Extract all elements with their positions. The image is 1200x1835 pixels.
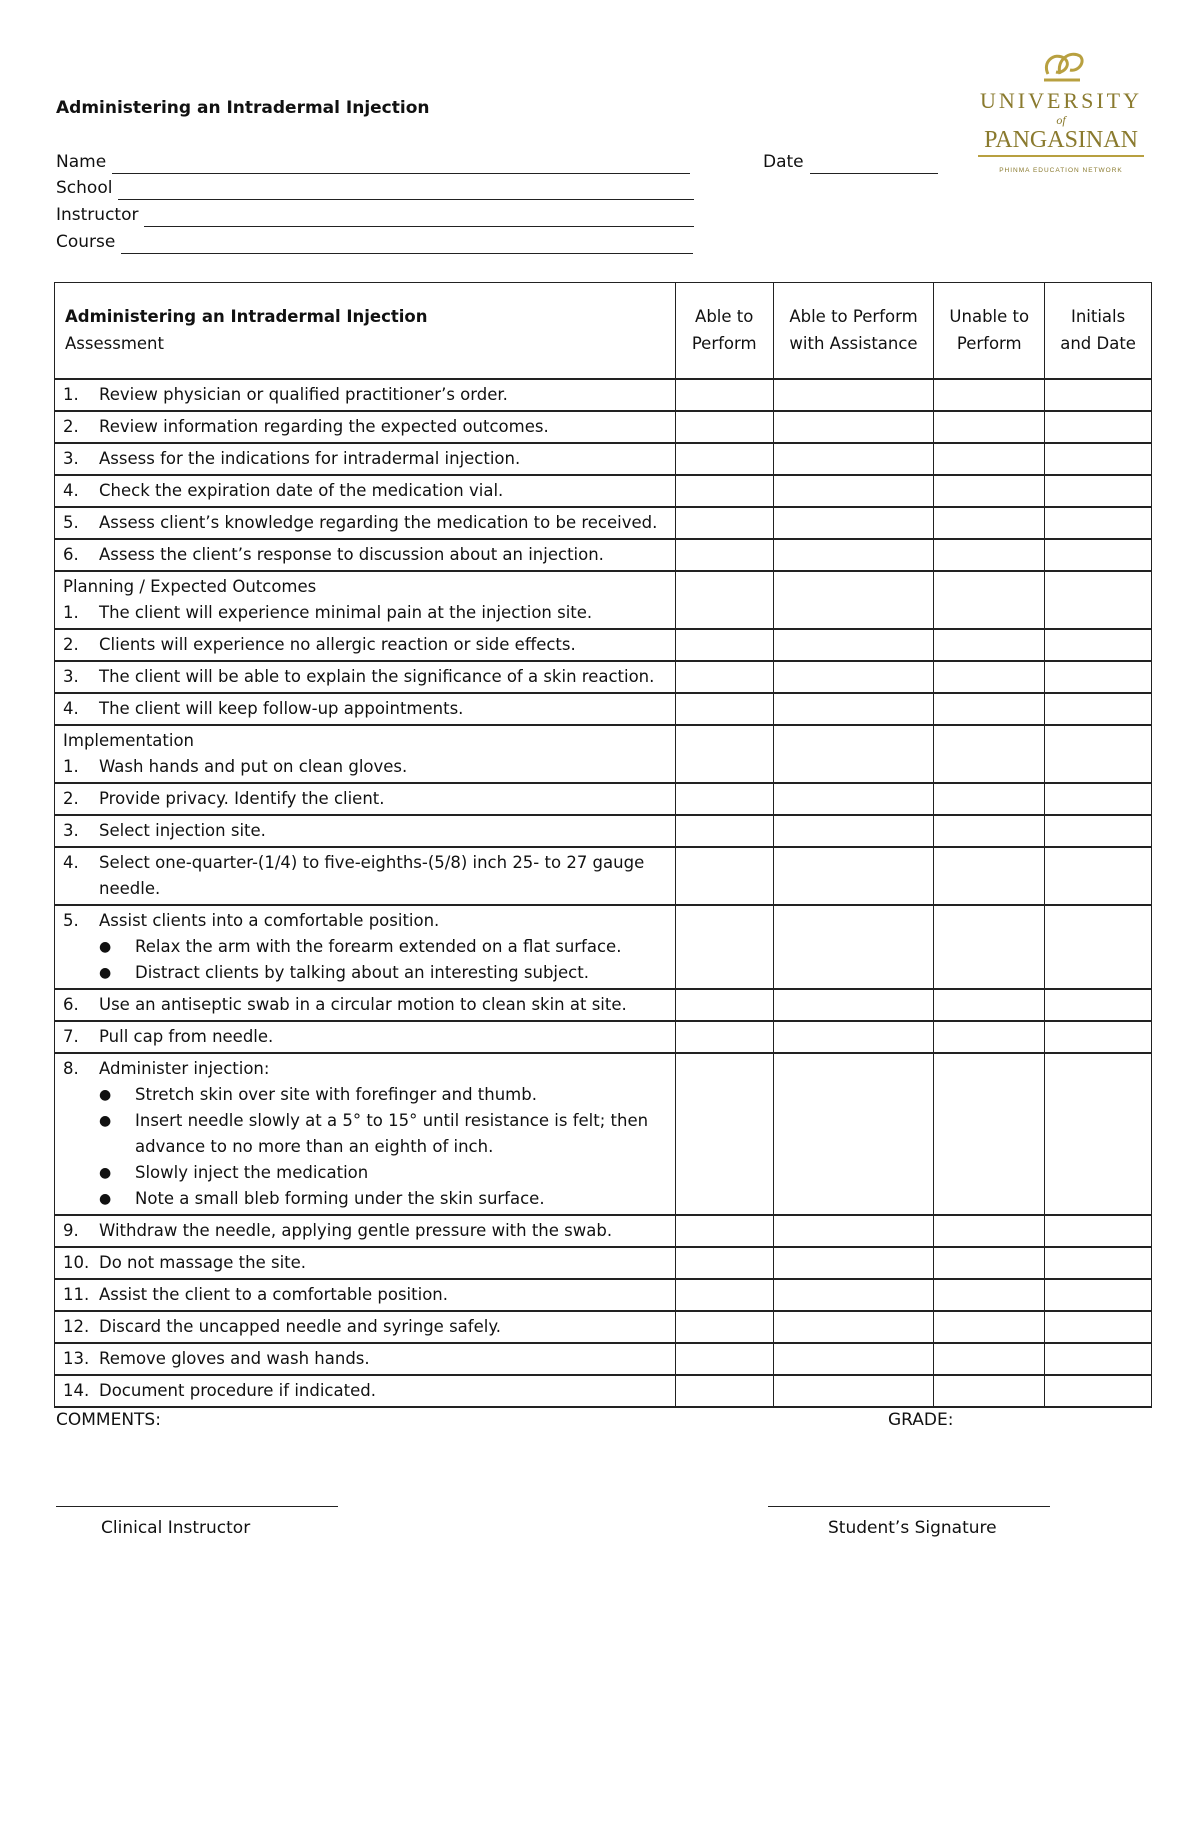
skills-checklist-table — [54, 282, 1152, 1408]
table-row — [55, 815, 1152, 847]
item-number: 10. — [63, 1252, 90, 1272]
item-text: Withdraw the needle, applying gentle pressure with the swab. — [99, 1220, 613, 1240]
item-text: Check the expiration date of the medication vial. — [99, 480, 504, 500]
item-number: 3. — [63, 820, 79, 840]
initials-cell[interactable] — [1045, 905, 1152, 989]
check-cell[interactable] — [675, 539, 773, 571]
item-text: Select injection site. — [99, 820, 266, 840]
check-cell[interactable] — [773, 1279, 934, 1311]
name-field[interactable] — [56, 150, 690, 174]
check-cell[interactable] — [934, 725, 1045, 783]
initials-cell[interactable] — [1045, 1375, 1152, 1407]
table-row — [55, 475, 1152, 507]
item-text: The client will experience minimal pain at the injection site. — [99, 602, 593, 622]
bullet-icon: ● — [99, 938, 112, 955]
item-text: Review physician or qualified practitioner’s order. — [99, 384, 508, 404]
check-cell[interactable] — [773, 539, 934, 571]
check-cell[interactable] — [675, 1247, 773, 1279]
logo-tagline: PHINMA EDUCATION NETWORK — [999, 167, 1123, 174]
item-number: 1. — [63, 602, 79, 622]
col-unable-to-perform: Unable to Perform — [934, 283, 1045, 379]
item-number: 1. — [63, 384, 79, 404]
check-cell[interactable] — [934, 1343, 1045, 1375]
check-cell[interactable] — [934, 539, 1045, 571]
item-number: 12. — [63, 1316, 90, 1336]
table-row — [55, 1279, 1152, 1311]
instructor-signature-label: Clinical Instructor — [101, 1518, 251, 1538]
bullet-icon: ● — [99, 1112, 112, 1129]
table-row — [55, 1053, 1152, 1215]
crest-icon — [1044, 54, 1082, 80]
item-number: 3. — [63, 448, 79, 468]
check-cell[interactable] — [675, 379, 773, 411]
name-input-line[interactable] — [112, 155, 690, 174]
item-number: 2. — [63, 416, 79, 436]
bullet-icon: ● — [99, 1190, 112, 1207]
instructor-field[interactable] — [56, 203, 694, 227]
initials-cell[interactable] — [1045, 629, 1152, 661]
check-cell[interactable] — [934, 411, 1045, 443]
check-cell[interactable] — [934, 1021, 1045, 1053]
check-cell[interactable] — [675, 783, 773, 815]
table-row — [55, 725, 1152, 783]
item-number: 4. — [63, 698, 79, 718]
check-cell[interactable] — [773, 815, 934, 847]
check-cell[interactable] — [675, 1053, 773, 1215]
check-cell[interactable] — [773, 411, 934, 443]
check-cell[interactable] — [934, 475, 1045, 507]
item-text: Wash hands and put on clean gloves. — [99, 756, 408, 776]
sub-bullet: ● Distract clients by talking about an interesting subject. — [63, 960, 667, 986]
bullet-icon: ● — [99, 1164, 112, 1181]
check-cell[interactable] — [675, 989, 773, 1021]
item-text: Review information regarding the expected outcomes. — [99, 416, 549, 436]
school-field[interactable] — [56, 176, 694, 200]
check-cell[interactable] — [675, 661, 773, 693]
school-label: School — [56, 178, 113, 198]
item-text: Assist clients into a comfortable position. — [99, 910, 440, 930]
table-row — [55, 1021, 1152, 1053]
check-cell[interactable] — [675, 693, 773, 725]
course-label: Course — [56, 232, 116, 252]
check-cell[interactable] — [773, 725, 934, 783]
check-cell[interactable] — [934, 443, 1045, 475]
item-text: Pull cap from needle. — [99, 1026, 274, 1046]
check-cell[interactable] — [675, 847, 773, 905]
check-cell[interactable] — [675, 629, 773, 661]
check-cell[interactable] — [675, 815, 773, 847]
item-text: Assess for the indications for intradermal injection. — [99, 448, 521, 468]
item-text: Use an antiseptic swab in a circular motion to clean skin at site. — [99, 994, 627, 1014]
table-row — [55, 507, 1152, 539]
item-text: Provide privacy. Identify the client. — [99, 788, 385, 808]
item-number: 6. — [63, 544, 79, 564]
item-number: 8. — [63, 1058, 79, 1078]
name-label: Name — [56, 152, 107, 172]
initials-cell[interactable] — [1045, 693, 1152, 725]
check-cell[interactable] — [934, 989, 1045, 1021]
check-cell[interactable] — [934, 1053, 1045, 1215]
check-cell[interactable] — [675, 725, 773, 783]
check-cell[interactable] — [773, 571, 934, 629]
check-cell[interactable] — [934, 815, 1045, 847]
item-number: 5. — [63, 910, 79, 930]
table-row — [55, 989, 1152, 1021]
item-number: 2. — [63, 788, 79, 808]
grade-label: GRADE: — [888, 1410, 954, 1430]
bullet-icon: ● — [99, 1086, 112, 1103]
initials-cell[interactable] — [1045, 1021, 1152, 1053]
table-header-row — [55, 283, 1152, 379]
col-able-to-perform: Able to Perform — [675, 283, 773, 379]
check-cell[interactable] — [934, 629, 1045, 661]
table-row — [55, 1215, 1152, 1247]
table-row — [55, 661, 1152, 693]
table-row — [55, 693, 1152, 725]
instructor-input-line[interactable] — [144, 208, 694, 227]
item-number: 4. — [63, 480, 79, 500]
sub-bullet: ● Stretch skin over site with forefinger and thumb. — [63, 1082, 667, 1108]
check-cell[interactable] — [773, 1021, 934, 1053]
check-cell[interactable] — [773, 1053, 934, 1215]
logo-line2: of — [1056, 113, 1066, 127]
student-signature-line[interactable] — [768, 1506, 1050, 1507]
item-number: 9. — [63, 1220, 79, 1240]
course-field[interactable] — [56, 230, 693, 254]
check-cell[interactable] — [675, 475, 773, 507]
initials-cell[interactable] — [1045, 1215, 1152, 1247]
table-row — [55, 411, 1152, 443]
item-text: Assess the client’s response to discussion about an injection. — [99, 544, 604, 564]
check-cell[interactable] — [934, 1247, 1045, 1279]
check-cell[interactable] — [773, 693, 934, 725]
item-text: Administer injection: — [99, 1058, 270, 1078]
check-cell[interactable] — [773, 1247, 934, 1279]
initials-cell[interactable] — [1045, 989, 1152, 1021]
check-cell[interactable] — [675, 1215, 773, 1247]
course-input-line[interactable] — [121, 235, 693, 254]
check-cell[interactable] — [934, 571, 1045, 629]
date-input-line[interactable] — [810, 155, 938, 174]
item-number: 3. — [63, 666, 79, 686]
check-cell[interactable] — [773, 475, 934, 507]
table-procedure-title: Administering an Intradermal Injection — [65, 307, 428, 327]
item-number: 13. — [63, 1348, 90, 1368]
bullet-icon: ● — [99, 964, 112, 981]
check-cell[interactable] — [934, 1311, 1045, 1343]
initials-cell[interactable] — [1045, 379, 1152, 411]
initials-cell[interactable] — [1045, 1311, 1152, 1343]
check-cell[interactable] — [934, 783, 1045, 815]
check-cell[interactable] — [773, 1343, 934, 1375]
check-cell[interactable] — [773, 1215, 934, 1247]
check-cell[interactable] — [773, 783, 934, 815]
initials-cell[interactable] — [1045, 783, 1152, 815]
initials-cell[interactable] — [1045, 1343, 1152, 1375]
check-cell[interactable] — [675, 443, 773, 475]
initials-cell[interactable] — [1045, 507, 1152, 539]
item-text: Select one-quarter-(1/4) to five-eighths-(5/8) inch 25- to 27 gauge needle. — [99, 852, 645, 898]
header-procedure-cell — [55, 283, 676, 379]
item-text: Clients will experience no allergic reaction or side effects. — [99, 634, 576, 654]
table-row — [55, 443, 1152, 475]
col-initials-and-date: Initials and Date — [1045, 283, 1152, 379]
check-cell[interactable] — [773, 905, 934, 989]
check-cell[interactable] — [934, 661, 1045, 693]
sub-bullet: ● Relax the arm with the forearm extended on a flat surface. — [63, 934, 667, 960]
initials-cell[interactable] — [1045, 1247, 1152, 1279]
item-number: 11. — [63, 1284, 90, 1304]
instructor-signature-line[interactable] — [56, 1506, 338, 1507]
check-cell[interactable] — [675, 1375, 773, 1407]
item-text: Assist the client to a comfortable position. — [99, 1284, 448, 1304]
initials-cell[interactable] — [1045, 847, 1152, 905]
check-cell[interactable] — [675, 1343, 773, 1375]
initials-cell[interactable] — [1045, 411, 1152, 443]
instructor-label: Instructor — [56, 205, 139, 225]
initials-cell[interactable] — [1045, 725, 1152, 783]
sub-bullet: ● Slowly inject the medication — [63, 1160, 667, 1186]
initials-cell[interactable] — [1045, 1279, 1152, 1311]
item-text: Document procedure if indicated. — [99, 1380, 376, 1400]
check-cell[interactable] — [934, 1279, 1045, 1311]
table-row — [55, 379, 1152, 411]
check-cell[interactable] — [675, 1279, 773, 1311]
date-field[interactable] — [763, 150, 938, 174]
check-cell[interactable] — [934, 847, 1045, 905]
school-input-line[interactable] — [118, 181, 694, 200]
logo-line1: UNIVERSITY — [980, 88, 1142, 113]
initials-cell[interactable] — [1045, 815, 1152, 847]
check-cell[interactable] — [934, 693, 1045, 725]
item-number: 7. — [63, 1026, 79, 1046]
comments-label: COMMENTS: — [56, 1410, 161, 1430]
initials-cell[interactable] — [1045, 571, 1152, 629]
initials-cell[interactable] — [1045, 443, 1152, 475]
item-number: 4. — [63, 852, 79, 872]
logo-line3: PANGASINAN — [984, 127, 1138, 153]
check-cell[interactable] — [773, 847, 934, 905]
check-cell[interactable] — [675, 507, 773, 539]
table-row — [55, 1343, 1152, 1375]
col-able-with-assistance: Able to Perform with Assistance — [773, 283, 934, 379]
table-row — [55, 571, 1152, 629]
item-number: 14. — [63, 1380, 90, 1400]
initials-cell[interactable] — [1045, 661, 1152, 693]
table-row — [55, 847, 1152, 905]
item-number: 2. — [63, 634, 79, 654]
table-row — [55, 1375, 1152, 1407]
item-text: Discard the uncapped needle and syringe safely. — [99, 1316, 501, 1336]
check-cell[interactable] — [773, 443, 934, 475]
check-cell[interactable] — [773, 379, 934, 411]
check-cell[interactable] — [934, 1215, 1045, 1247]
table-row — [55, 539, 1152, 571]
sub-bullet: ● Insert needle slowly at a 5° to 15° until resistance is felt; then advance to no more than an eighth of inch. — [63, 1108, 667, 1160]
item-text: The client will keep follow-up appointments. — [99, 698, 464, 718]
student-signature-label: Student’s Signature — [828, 1518, 997, 1538]
section-assessment-heading: Assessment — [65, 334, 164, 354]
check-cell[interactable] — [675, 905, 773, 989]
item-number: 6. — [63, 994, 79, 1014]
table-row — [55, 1247, 1152, 1279]
item-number: 5. — [63, 512, 79, 532]
table-row — [55, 783, 1152, 815]
item-number: 1. — [63, 756, 79, 776]
initials-cell[interactable] — [1045, 1053, 1152, 1215]
page-title: Administering an Intradermal Injection — [56, 98, 430, 118]
initials-cell[interactable] — [1045, 475, 1152, 507]
check-cell[interactable] — [675, 411, 773, 443]
check-cell[interactable] — [934, 905, 1045, 989]
table-row — [55, 1311, 1152, 1343]
table-row — [55, 629, 1152, 661]
sub-bullet: ● Note a small bleb forming under the skin surface. — [63, 1186, 667, 1212]
date-label: Date — [763, 152, 804, 172]
check-cell[interactable] — [934, 379, 1045, 411]
table-row — [55, 905, 1152, 989]
section-implementation-heading: Implementation — [63, 730, 195, 750]
check-cell[interactable] — [675, 1021, 773, 1053]
university-logo — [956, 44, 1166, 184]
item-text: Assess client’s knowledge regarding the medication to be received. — [99, 512, 658, 532]
check-cell[interactable] — [773, 1311, 934, 1343]
check-cell[interactable] — [675, 571, 773, 629]
check-cell[interactable] — [773, 661, 934, 693]
item-text: The client will be able to explain the significance of a skin reaction. — [99, 666, 655, 686]
check-cell[interactable] — [773, 1375, 934, 1407]
check-cell[interactable] — [675, 1311, 773, 1343]
item-text: Remove gloves and wash hands. — [99, 1348, 370, 1368]
initials-cell[interactable] — [1045, 539, 1152, 571]
item-text: Do not massage the site. — [99, 1252, 307, 1272]
check-cell[interactable] — [773, 629, 934, 661]
check-cell[interactable] — [773, 989, 934, 1021]
section-planning-heading: Planning / Expected Outcomes — [63, 576, 317, 596]
check-cell[interactable] — [934, 1375, 1045, 1407]
check-cell[interactable] — [773, 507, 934, 539]
check-cell[interactable] — [934, 507, 1045, 539]
